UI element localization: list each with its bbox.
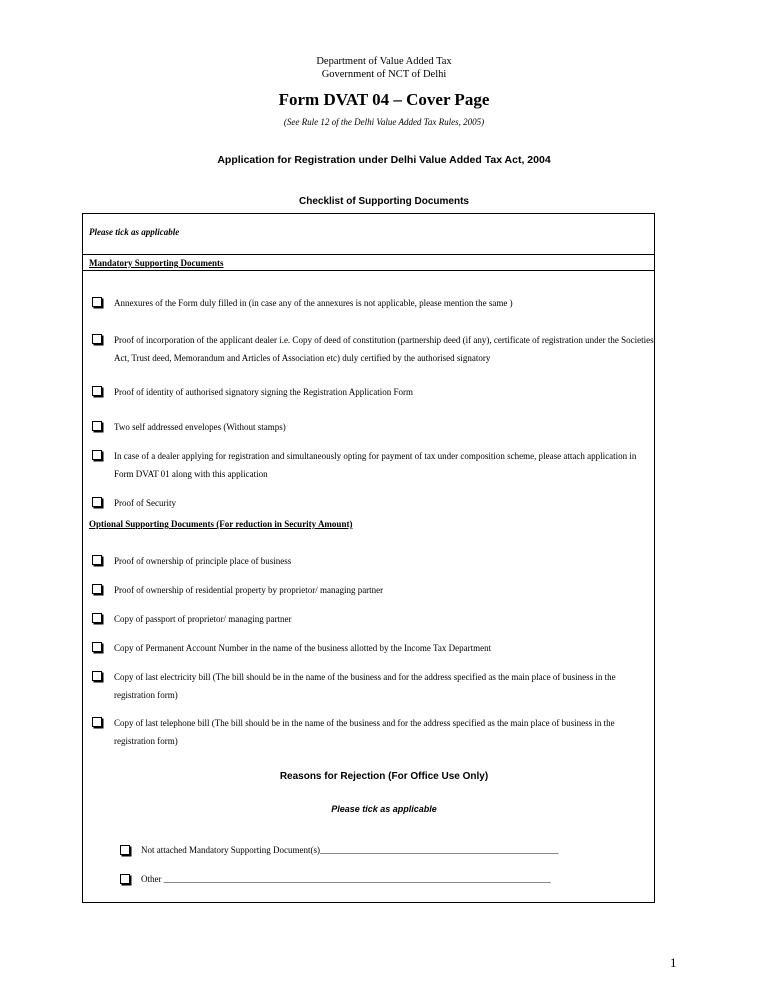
item-label: Proof of incorporation of the applicant dealer i.e. Copy of deed of constitution (partnership deed (if any), certificate of registration under the Societies Act, Trust deed, Memorandum and Articles of Association etc) duly certified by the authorised signatory (114, 335, 654, 363)
checkbox-icon[interactable] (92, 717, 102, 727)
rule-reference: (See Rule 12 of the Delhi Value Added Tax Rules, 2005) (283, 117, 485, 127)
item-label: Copy of passport of proprietor/ managing partner (114, 614, 292, 624)
mandatory-item-security[interactable] (89, 494, 654, 512)
checkbox-icon[interactable] (92, 421, 102, 431)
checkbox-icon[interactable] (92, 297, 102, 307)
mandatory-item-annexures[interactable] (89, 294, 654, 312)
item-label: Copy of last telephone bill (The bill should be in the name of the business and for the address specified as the main place of business in the registration form) (114, 718, 615, 746)
rejection-heading: Reasons for Rejection (For Office Use Only) (279, 771, 489, 782)
item-label: Annexures of the Form duly filled in (in case any of the annexures is not applicable, please mention the same ) (114, 298, 513, 308)
department-header (0, 55, 768, 81)
rejection-item-mandatory[interactable] (120, 845, 558, 855)
item-label: Proof of Security (114, 498, 176, 508)
checkbox-icon[interactable] (92, 386, 102, 396)
application-heading: Application for Registration under Delhi Value Added Tax Act, 2004 (217, 154, 551, 166)
mandatory-item-incorporation[interactable] (89, 331, 654, 367)
mandatory-item-composition[interactable] (89, 447, 654, 483)
item-label: Copy of Permanent Account Number in the name of the business allotted by the Income Tax Department (114, 643, 492, 653)
optional-item-place[interactable] (89, 552, 654, 570)
item-label: Copy of last electricity bill (The bill should be in the name of the business and for the address specified as the main place of business in the registration form) (114, 672, 616, 700)
item-label: Two self addressed envelopes (Without stamps) (114, 422, 286, 432)
divider (83, 254, 654, 255)
checkbox-icon[interactable] (92, 671, 102, 681)
checklist-box (82, 213, 655, 903)
checklist-heading: Checklist of Supporting Documents (298, 196, 469, 207)
government-name: Government of NCT of Delhi (321, 69, 447, 80)
checkbox-icon[interactable] (92, 555, 102, 565)
mandatory-item-identity[interactable] (89, 383, 654, 401)
rejection-tick-instruction: Please tick as applicable (331, 804, 437, 814)
checkbox-icon[interactable] (120, 874, 130, 884)
checkbox-icon[interactable] (92, 584, 102, 594)
page-number: 1 (670, 955, 677, 970)
page-title: Form DVAT 04 – Cover Page (278, 90, 490, 109)
item-label: In case of a dealer applying for registration and simultaneously opting for payment of tax under composition scheme, please attach application in Form DVAT 01 along with this application (114, 451, 637, 479)
tick-instruction: Please tick as applicable (89, 227, 180, 237)
mandatory-heading: Mandatory Supporting Documents (89, 258, 224, 268)
item-label: Not attached Mandatory Supporting Document(s)_____________________________________________________ (141, 845, 559, 855)
item-label: Proof of identity of authorised signatory signing the Registration Application Form (114, 387, 413, 397)
optional-item-pan[interactable] (89, 639, 654, 657)
rejection-item-other[interactable] (120, 874, 551, 884)
checkbox-icon[interactable] (92, 334, 102, 344)
item-label: Proof of ownership of residential property by proprietor/ managing partner (114, 585, 384, 595)
item-label: Other ______________________________________________________________________________________ (141, 874, 551, 884)
item-label: Proof of ownership of principle place of business (114, 556, 292, 566)
optional-item-passport[interactable] (89, 610, 654, 628)
mandatory-item-envelopes[interactable] (89, 418, 654, 436)
checkbox-icon[interactable] (92, 497, 102, 507)
department-name: Department of Value Added Tax (316, 56, 452, 67)
checkbox-icon[interactable] (120, 845, 130, 855)
optional-item-electricity[interactable] (89, 668, 654, 704)
checkbox-icon[interactable] (92, 642, 102, 652)
divider (83, 270, 654, 271)
checkbox-icon[interactable] (92, 613, 102, 623)
optional-item-residential[interactable] (89, 581, 654, 599)
optional-item-telephone[interactable] (89, 714, 654, 750)
optional-heading: Optional Supporting Documents (For reduction in Security Amount) (89, 519, 353, 529)
checkbox-icon[interactable] (92, 450, 102, 460)
